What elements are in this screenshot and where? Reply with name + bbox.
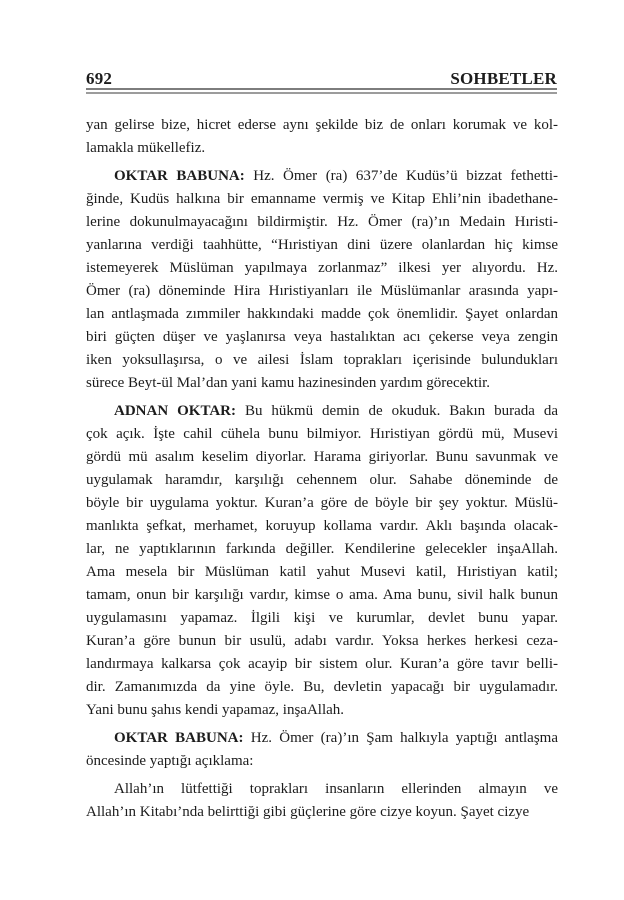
running-header xyxy=(86,70,557,87)
paragraph xyxy=(86,114,558,160)
paragraph xyxy=(86,727,558,773)
text-line: Yani bunu şahıs kendi yapamaz, inşaAllah. xyxy=(86,702,345,718)
text-line: çok açık. İşte cahil cühela bunu bilmiyor. Hıristiyan gördü mü, Musevi xyxy=(86,426,558,442)
text-line: lamakla mükellefiz. xyxy=(86,140,206,156)
text-line: lerine dokunulmayacağını bildirmiştir. Hz. Ömer (ra)’ın Medain Hıristi- xyxy=(86,214,558,230)
text-line: gördü mü asalım keselim diyorlar. Harama giriyorlar. Bunu savunmak ve xyxy=(86,449,558,465)
page-number: 692 xyxy=(86,69,113,88)
header-rule xyxy=(86,88,557,94)
paragraph xyxy=(86,400,558,722)
speaker-name: OKTAR BABUNA: xyxy=(114,168,245,184)
text-line: dir. Zamanımızda da yine öyle. Bu, devletin yapacağı bir uygulamadır. xyxy=(86,679,558,695)
paragraph xyxy=(86,778,558,824)
text-line: Allah’ın lütfettiği toprakları insanların ellerinden almayın ve xyxy=(114,781,558,797)
text-line: ADNAN OKTAR: Bu hükmü demin de okuduk. Bakın burada da xyxy=(114,403,558,419)
text-line: tamam, onun bir karşılığı vardır, kimse o ama. Ama bunu, sivil halk bunun xyxy=(86,587,558,603)
text-line: uygulamasını yapamaz. İlgili kişi ve kurumlar, devlet bunu yapar. xyxy=(86,610,558,626)
text-line: lar, ne yaptıklarının farkında değiller. Kendilerine gelecekler inşaAllah. xyxy=(86,541,558,557)
text-line: öncesinde yaptığı açıklama: xyxy=(86,753,254,769)
book-title: SOHBETLER xyxy=(450,69,557,88)
text-line: OKTAR BABUNA: Hz. Ömer (ra)’ın Şam halkıyla yaptığı antlaşma xyxy=(114,730,558,746)
speaker-name: ADNAN OKTAR: xyxy=(114,403,237,419)
text-line: ğinde, Kudüs halkına bir emanname vermiş ve Kitap Ehli’nin ibadethane- xyxy=(86,191,558,207)
body-text xyxy=(86,114,558,824)
speaker-name: OKTAR BABUNA: xyxy=(114,730,244,746)
text-line: manlıkta şefkat, merhamet, koruyup kollama vardır. Aklı başında olacak- xyxy=(86,518,558,534)
text-line: iken yoksullaşırsa, o ve ailesi İslam toprakları içerisinde bulundukları xyxy=(86,352,558,368)
paragraph xyxy=(86,165,558,395)
text-line: landırmaya kalkarsa çok acayip bir sistem olur. Kuran’a göre tavır belli- xyxy=(86,656,558,672)
text-line: lan antlaşmada zımmiler hakkındaki madde çok önemlidir. Şayet onlardan xyxy=(86,306,558,322)
text-line: biri güçten düşer ve yaşlanırsa veya hastalıktan acı çekerse veya zengin xyxy=(86,329,558,345)
text-line: sürece Beyt-ül Mal’dan yani kamu hazinesinden yardım görecektir. xyxy=(86,375,491,391)
text-line: yanlarına verdiği taahhütte, “Hıristiyan dini üzere olanlardan hiç kimse xyxy=(86,237,558,253)
text-line: böyle bir uygulama yoktur. Kuran’a göre de böyle bir şey yoktur. Müslü- xyxy=(86,495,558,511)
text-line: Kuran’a göre bunun bir usulü, adabı vardır. Yoksa herkes herkesi ceza- xyxy=(86,633,558,649)
text-line: uygulamak haramdır, karşılığı cehennem olur. Sahabe döneminde de xyxy=(86,472,558,488)
text-line: OKTAR BABUNA: Hz. Ömer (ra) 637’de Kudüs’ü bizzat fethetti- xyxy=(114,168,558,184)
text-line: istemeyerek Müslüman yapılmaya zorlanmaz” ilkesi yer alıyordu. Hz. xyxy=(86,260,558,276)
text-line: Ömer (ra) döneminde Hira Hıristiyanları ile Müslümanlar arasında yapı- xyxy=(86,283,558,299)
text-line: Allah’ın Kitabı’nda belirttiği gibi güçlerine göre cizye koyun. Şayet cizye xyxy=(86,804,530,820)
text-line: yan gelirse bize, hicret ederse aynı şekilde biz de onları korumak ve kol- xyxy=(86,117,558,133)
text-line: Ama mesela bir Müslüman katil yahut Musevi katil, Hıristiyan katil; xyxy=(86,564,558,580)
